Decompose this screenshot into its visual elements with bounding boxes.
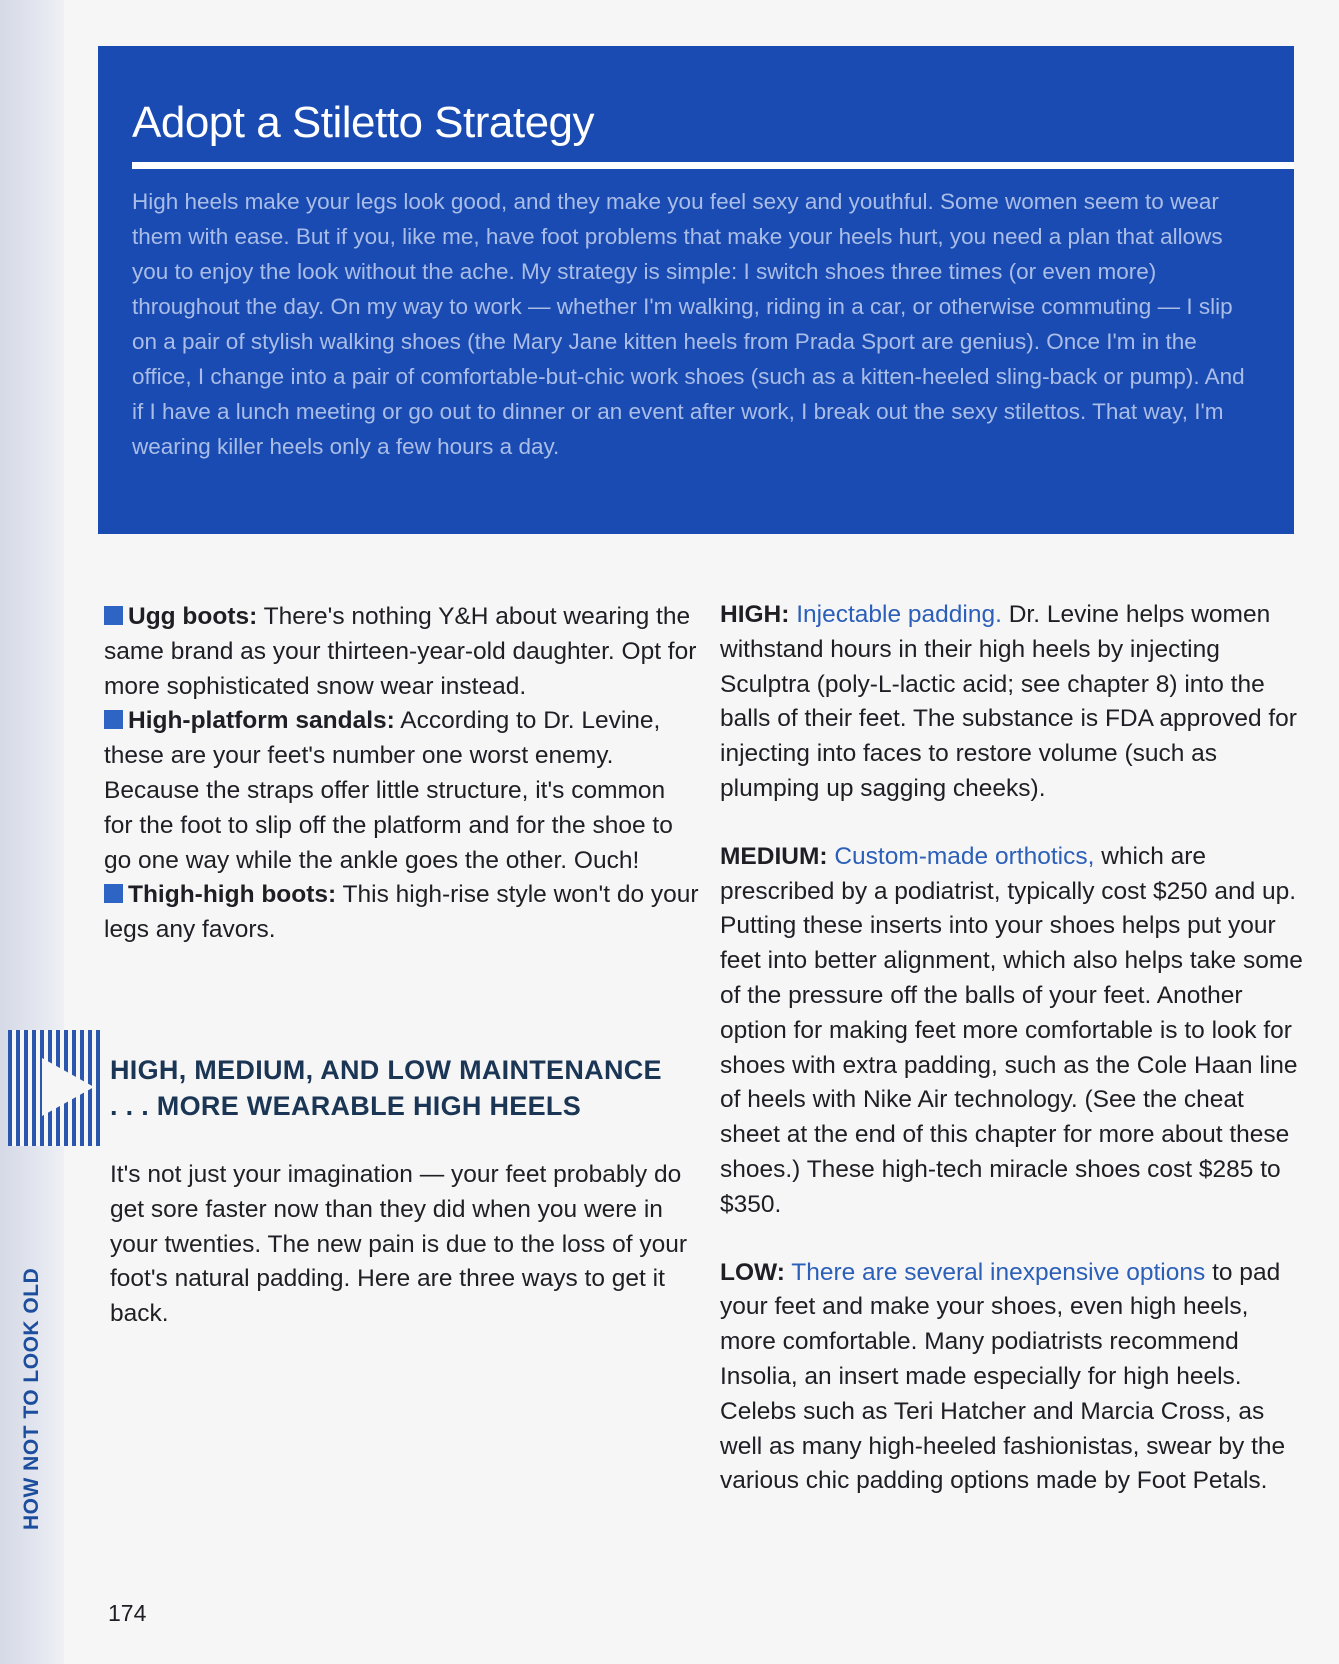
item-term: High-platform sandals:: [128, 707, 395, 735]
item-lead: LOW:: [720, 1258, 785, 1286]
square-bullet-icon: [104, 710, 123, 729]
item-text: to pad your feet and make your shoes, even high heels, more comfortable. Many podiatrists recommend Insolia, an insert made especially for high heels. Celebs such as Teri Hatcher and Marcia Cross, as well as many high-heeled fashionistas, swear by the various chic padding options made by Foot Petals.: [720, 1258, 1286, 1495]
item-text: According to Dr. Levine, these are your feet's number one worst enemy. Because the straps offer little structure, it's common for the foot to slip off the platform and for the shoe to go one way while the ankle goes the other. Ouch!: [104, 707, 673, 874]
item-text: This high-rise style won't do your legs any favors.: [104, 881, 699, 944]
item-term: Ugg boots:: [128, 603, 258, 630]
running-section-label: HOW NOT TO LOOK OLD: [20, 1267, 43, 1530]
item-term: Thigh-high boots:: [128, 881, 337, 909]
section-heading-text: [110, 1052, 662, 1124]
heading-line-2: . . . MORE WEARABLE HIGH HEELS: [110, 1091, 582, 1121]
sidebar-body: High heels make your legs look good, and they make you feel sexy and youthful. Some women seem to wear them with ease. But if you, like me, have foot problems that make your heels hurt, you need a plan that allows you to enjoy the look without the ache. My strategy is simple: I switch shoes three times (or even more) throughout the day. On my way to work — whether I'm walking, riding in a car, or otherwise commuting — I slip on a pair of stylish walking shoes (the Mary Jane kitten heels from Prada Sport are genius). Once I'm in the office, I change into a pair of comfortable-but-chic work shoes (such as a kitten-heeled sling-back or pump). And if I have a lunch meeting or go out to dinner or an event after work, I break out the sexy stilettos. That way, I'm wearing killer heels only a few hours a day.: [132, 189, 1245, 459]
square-bullet-icon: [104, 884, 123, 903]
item-text: Dr. Levine helps women withstand hours in their high heels by injecting Sculptra (poly-L-lactic acid; see chapter 8) into the balls of their feet. The substance is FDA approved for injecting into faces to restore volume (such as plumping up sagging cheeks).: [720, 601, 1297, 802]
play-triangle-icon: [42, 1058, 94, 1116]
item-lead: MEDIUM:: [720, 842, 828, 870]
section-heading: [8, 1030, 698, 1148]
left-column: [104, 600, 699, 948]
square-bullet-icon: [104, 606, 123, 625]
right-column: [720, 598, 1310, 1499]
sidebar-title: Adopt a Stiletto Strategy: [132, 98, 595, 147]
list-item: [104, 704, 699, 878]
list-item: [720, 1256, 1310, 1500]
section-intro: It's not just your imagination — your feet probably do get sore faster now than they did when you were in your twenties. The new pain is due to the loss of your foot's natural padding. Here are three ways to get it back.: [110, 1161, 687, 1328]
heading-line-1: HIGH, MEDIUM, AND LOW MAINTENANCE: [110, 1055, 662, 1085]
list-item: [720, 598, 1310, 807]
list-item: [720, 840, 1310, 1223]
sidebar-box: [98, 46, 1294, 534]
item-accent: Custom-made orthotics,: [827, 842, 1095, 870]
page-number: 174: [108, 1600, 147, 1626]
item-text: which are prescribed by a podiatrist, typically cost $250 and up. Putting these inserts into your shoes helps put your feet into better alignment, which also helps take some of the pressure off the balls of your feet. Another option for making feet more comfortable is to look for shoes with extra padding, such as the Cole Haan line of heels with Nike Air technology. (See the cheat sheet at the end of this chapter for more about these shoes.) These high-tech miracle shoes cost $285 to $350.: [720, 842, 1303, 1218]
item-text: There's nothing Y&H about wearing the same brand as your thirteen-year-old daughter. Opt for more sophisticated snow wear instead.: [104, 603, 697, 700]
item-lead: HIGH:: [720, 601, 790, 628]
title-rule: [132, 162, 1294, 169]
item-accent: There are several inexpensive options: [784, 1258, 1206, 1286]
list-item: [104, 878, 699, 948]
item-accent: Injectable padding.: [789, 601, 1002, 628]
list-item: [104, 600, 699, 704]
